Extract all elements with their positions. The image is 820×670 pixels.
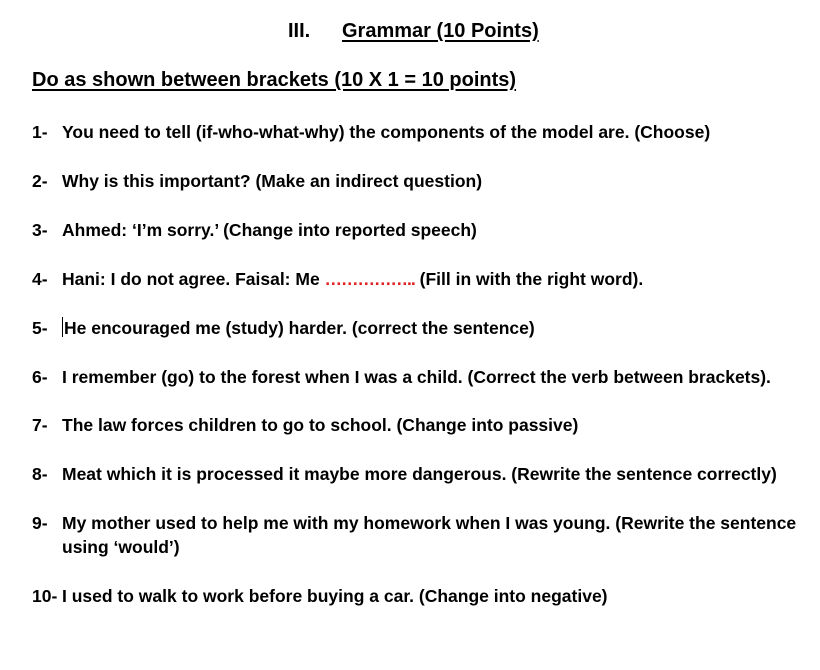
question-number: 9- [32, 513, 48, 533]
question-number: 4- [32, 269, 48, 289]
question-text: My mother used to help me with my homework when I was young. (Rewrite the sentence using ‘would’) [62, 513, 797, 557]
question-number: 6- [32, 367, 48, 387]
question-text [62, 267, 820, 291]
question-number: 10- [32, 586, 58, 606]
question-number: 5- [32, 318, 48, 338]
question-text: Ahmed: ‘I’m sorry.’ (Change into reported speech) [62, 220, 477, 240]
question-item [32, 267, 820, 291]
instruction-heading: Do as shown between brackets (10 X 1 = 10 points) [32, 69, 517, 91]
question-text: Meat which it is processed it maybe more dangerous. (Rewrite the sentence correctly) [62, 464, 777, 484]
question-item [32, 169, 820, 193]
question-text: Why is this important? (Make an indirect question) [62, 171, 483, 191]
question-item [32, 120, 820, 144]
question-number: 2- [32, 171, 48, 191]
question-text: I used to walk to work before buying a car. (Change into negative) [62, 586, 608, 606]
text-cursor [62, 317, 63, 337]
question-number: 7- [32, 415, 48, 435]
question-text: He encouraged me (study) harder. (correct the sentence) [64, 318, 535, 338]
question-item [32, 365, 820, 389]
question-item [32, 462, 820, 486]
fill-in-blank: …………….. [324, 269, 415, 289]
question-item [32, 316, 820, 340]
section-title: Grammar (10 Points) [342, 20, 539, 42]
question-text-after-blank: (Fill in with the right word). [414, 269, 644, 289]
question-text-before-blank: Hani: I do not agree. Faisal: Me [62, 269, 325, 289]
question-text-container [62, 316, 820, 340]
question-number: 3- [32, 220, 48, 240]
question-item [32, 511, 820, 559]
question-text: The law forces children to go to school. (Change into passive) [62, 415, 579, 435]
question-number: 1- [32, 122, 48, 142]
question-item [32, 218, 820, 242]
question-number: 8- [32, 464, 48, 484]
question-text: You need to tell (if-who-what-why) the components of the model are. (Choose) [62, 122, 711, 142]
section-heading [288, 20, 539, 43]
question-item [32, 584, 820, 608]
question-text: I remember (go) to the forest when I was a child. (Correct the verb between brackets). [62, 367, 771, 387]
question-item [32, 413, 820, 437]
section-number: III. [288, 20, 311, 42]
